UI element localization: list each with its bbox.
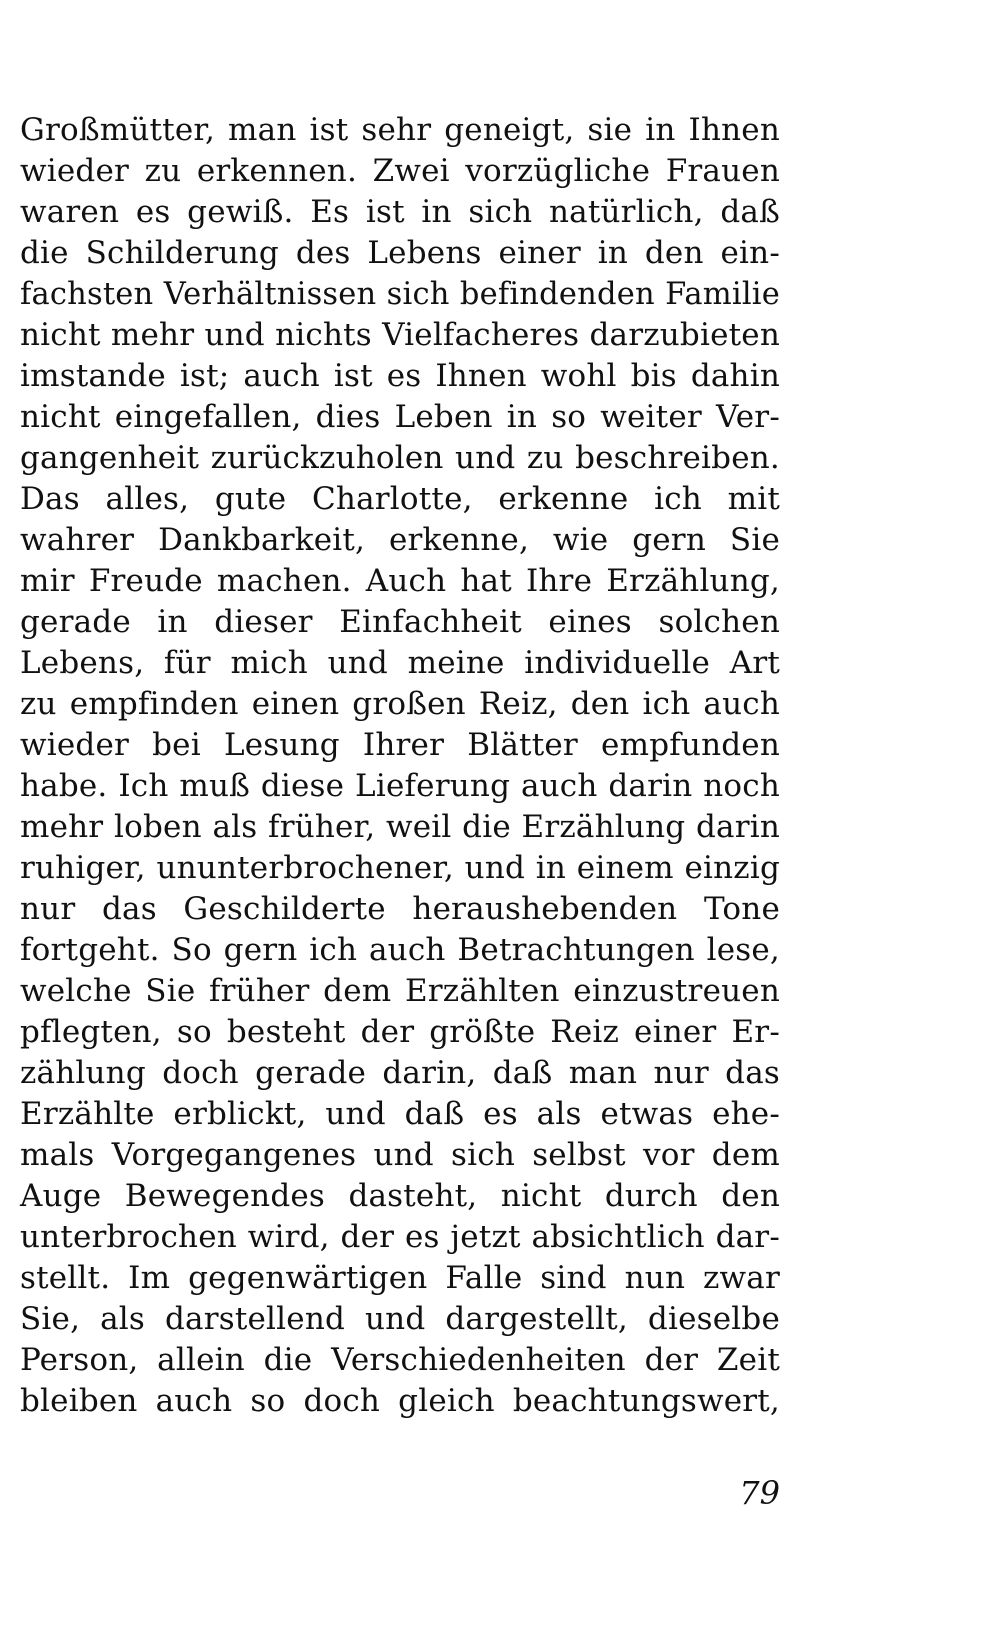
- text-line: Auge Bewegendes dasteht, nicht durch den: [20, 1178, 780, 1214]
- text-line: habe. Ich muß diese Lieferung auch darin noch: [20, 768, 780, 804]
- page-number: 79: [739, 1474, 780, 1512]
- text-line: Lebens, für mich und meine individuelle Art: [20, 645, 780, 681]
- text-line: fortgeht. So gern ich auch Betrachtungen lese,: [20, 932, 780, 968]
- text-line: welche Sie früher dem Erzählten einzustreuen: [20, 973, 780, 1009]
- text-line: Sie, als darstellend und dargestellt, dieselbe: [20, 1301, 780, 1337]
- text-line: imstande ist; auch ist es Ihnen wohl bis dahin: [20, 358, 780, 394]
- text-line: Großmütter, man ist sehr geneigt, sie in Ihnen: [20, 112, 780, 148]
- text-line: wieder zu erkennen. Zwei vorzügliche Frauen: [20, 153, 780, 189]
- text-line: zählung doch gerade darin, daß man nur das: [20, 1055, 780, 1091]
- text-line: zu empfinden einen großen Reiz, den ich auch: [20, 686, 780, 722]
- text-line: waren es gewiß. Es ist in sich natürlich, daß: [20, 194, 780, 230]
- text-line: nur das Geschilderte heraushebenden Tone: [20, 891, 780, 927]
- text-line: wieder bei Lesung Ihrer Blätter empfunden: [20, 727, 780, 763]
- text-line: mir Freude machen. Auch hat Ihre Erzählung,: [20, 563, 780, 599]
- text-line: pflegten, so besteht der größte Reiz einer Er-: [20, 1014, 780, 1050]
- text-line: Person, allein die Verschiedenheiten der Zeit: [20, 1342, 780, 1378]
- body-text: [20, 110, 780, 1422]
- text-line: mals Vorgegangenes und sich selbst vor dem: [20, 1137, 780, 1173]
- text-line: gangenheit zurückzuholen und zu beschreiben.: [20, 440, 780, 476]
- text-line: ruhiger, ununterbrochener, und in einem einzig: [20, 850, 780, 886]
- text-line: unterbrochen wird, der es jetzt absichtlich dar-: [20, 1219, 780, 1255]
- text-line: mehr loben als früher, weil die Erzählung darin: [20, 809, 780, 845]
- text-line: die Schilderung des Lebens einer in den ein-: [20, 235, 780, 271]
- text-line: nicht mehr und nichts Vielfacheres darzubieten: [20, 317, 780, 353]
- text-line: bleiben auch so doch gleich beachtungswert,: [20, 1383, 780, 1419]
- text-line: gerade in dieser Einfachheit eines solchen: [20, 604, 780, 640]
- text-line: nicht eingefallen, dies Leben in so weiter Ver-: [20, 399, 780, 435]
- text-line: wahrer Dankbarkeit, erkenne, wie gern Sie: [20, 522, 780, 558]
- text-line: stellt. Im gegenwärtigen Falle sind nun zwar: [20, 1260, 780, 1296]
- text-line: fachsten Verhältnissen sich befindenden Familie: [20, 277, 780, 312]
- text-line: Erzählte erblickt, und daß es als etwas ehe-: [20, 1096, 780, 1132]
- text-line: Das alles, gute Charlotte, erkenne ich mit: [20, 481, 780, 517]
